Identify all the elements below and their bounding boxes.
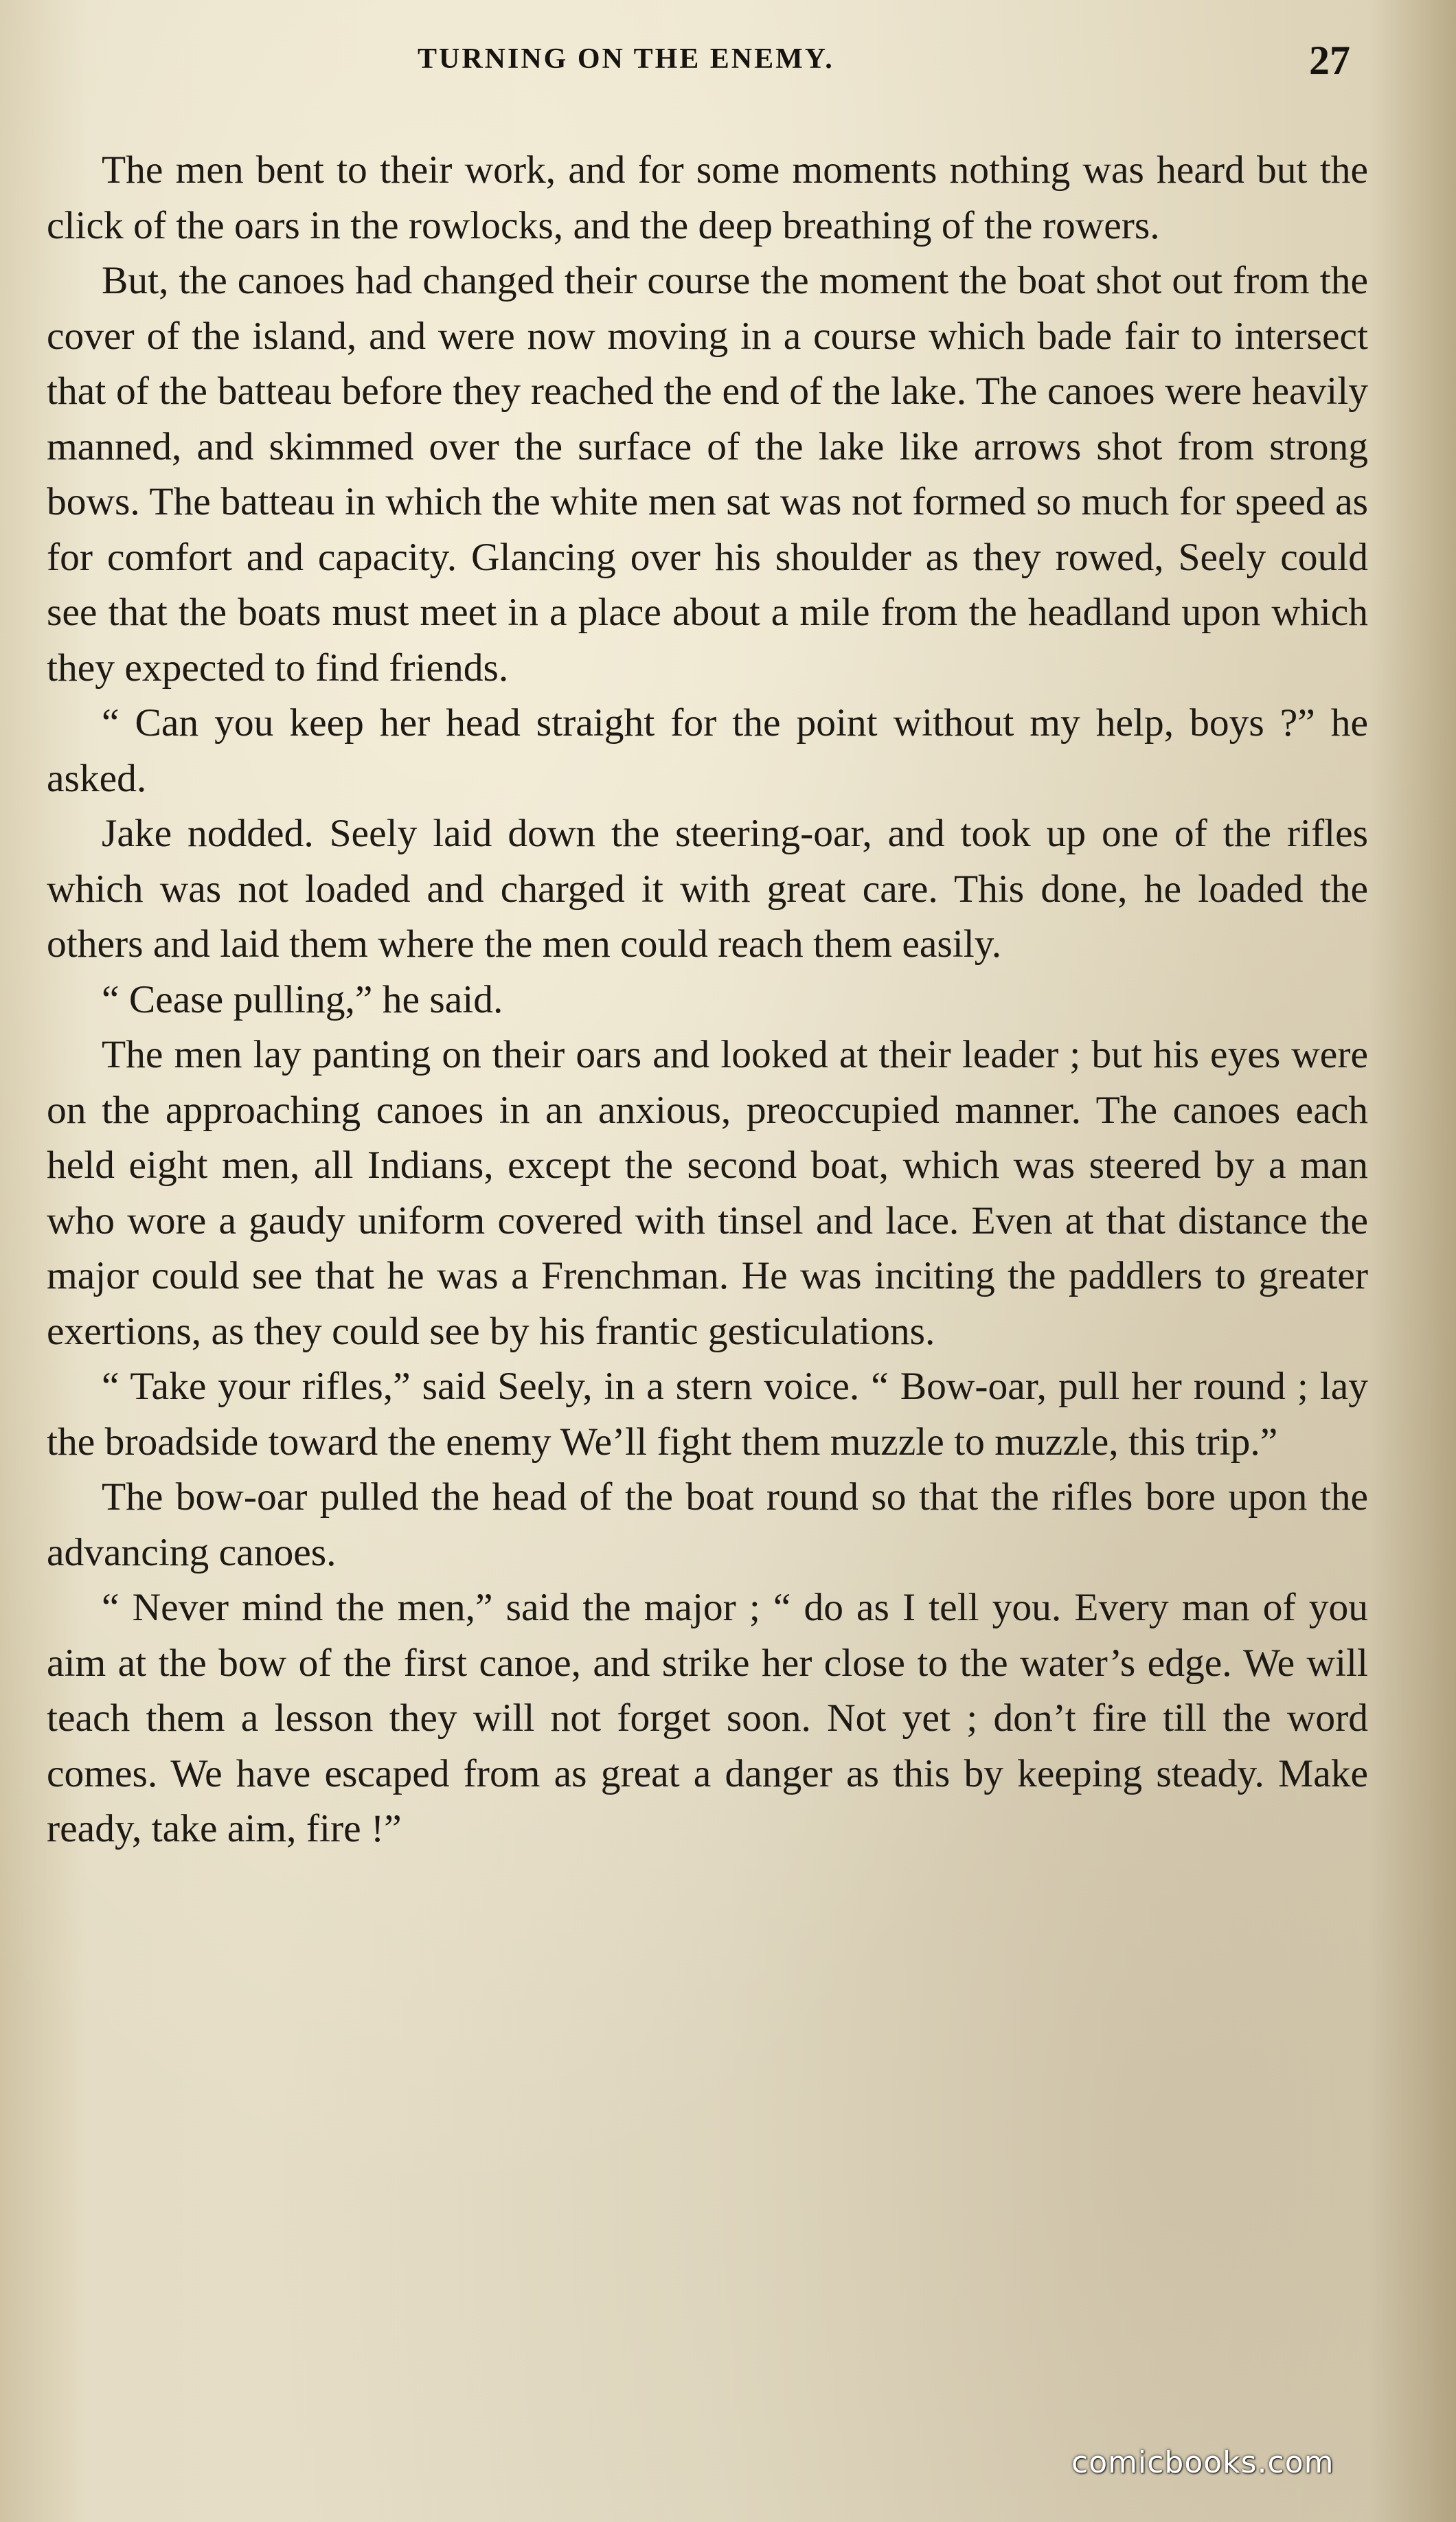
watermark: comicbooks.com bbox=[1071, 2445, 1334, 2480]
paragraph: “ Cease pulling,” he said. bbox=[102, 977, 503, 1021]
paragraph: “ Never mind the men,” said the major ; “ do as I tell you. Every man of you aim at the bow of the first canoe, and strike her close to the water’s edge. We will teach them a lesson they will not forget soon. Not yet ; don’t fire till the word comes. We have escaped from as great a danger as this by keeping steady. Make ready, take aim, fire !” bbox=[47, 1586, 1368, 1850]
paragraph: The bow-oar pulled the head of the boat round so that the rifles bore upon the advancing canoes. bbox=[47, 1475, 1368, 1574]
paragraph: “ Can you keep her head straight for the point without my help, boys ?” he asked. bbox=[47, 701, 1368, 800]
paragraph: The men lay panting on their oars and looked at their leader ; but his eyes were on the approaching canoes in an anxious, preoccupied manner. The canoes each held eight men, all Indians, except the second boat, which was steered by a man who wore a gaudy uniform covered with tinsel and lace. Even at that distance the major could see that he was a Frenchman. He was inciting the paddlers to greater exertions, as they could see by his frantic gesticulations. bbox=[47, 1033, 1368, 1353]
paragraph: “ Take your rifles,” said Seely, in a stern voice. “ Bow-oar, pull her round ; lay the broadside toward the enemy We’ll fight them muzzle to muzzle, this trip.” bbox=[47, 1365, 1368, 1464]
paragraph: The men bent to their work, and for some moments nothing was heard but the click of the oars in the rowlocks, and the deep breathing of the rowers. bbox=[47, 148, 1368, 247]
paragraph: Jake nodded. Seely laid down the steering-oar, and took up one of the rifles which was not loaded and charged it with great care. This done, he loaded the others and laid them where the men could reach them easily. bbox=[47, 812, 1368, 966]
page-number: 27 bbox=[1309, 38, 1350, 83]
body-text bbox=[47, 143, 1368, 1857]
page-header bbox=[0, 38, 1456, 91]
running-title: TURNING ON THE ENEMY. bbox=[418, 43, 834, 75]
paragraph: But, the canoes had changed their course the moment the boat shot out from the cover of the island, and were now moving in a course which bade fair to intersect that of the batteau before they reached the end of the lake. The canoes were heavily manned, and skimmed over the surface of the lake like arrows shot from strong bows. The batteau in which the white men sat was not formed so much for speed as for comfort and capacity. Glancing over his shoulder as they rowed, Seely could see that the boats must meet in a place about a mile from the headland upon which they expected to find friends. bbox=[47, 259, 1368, 690]
